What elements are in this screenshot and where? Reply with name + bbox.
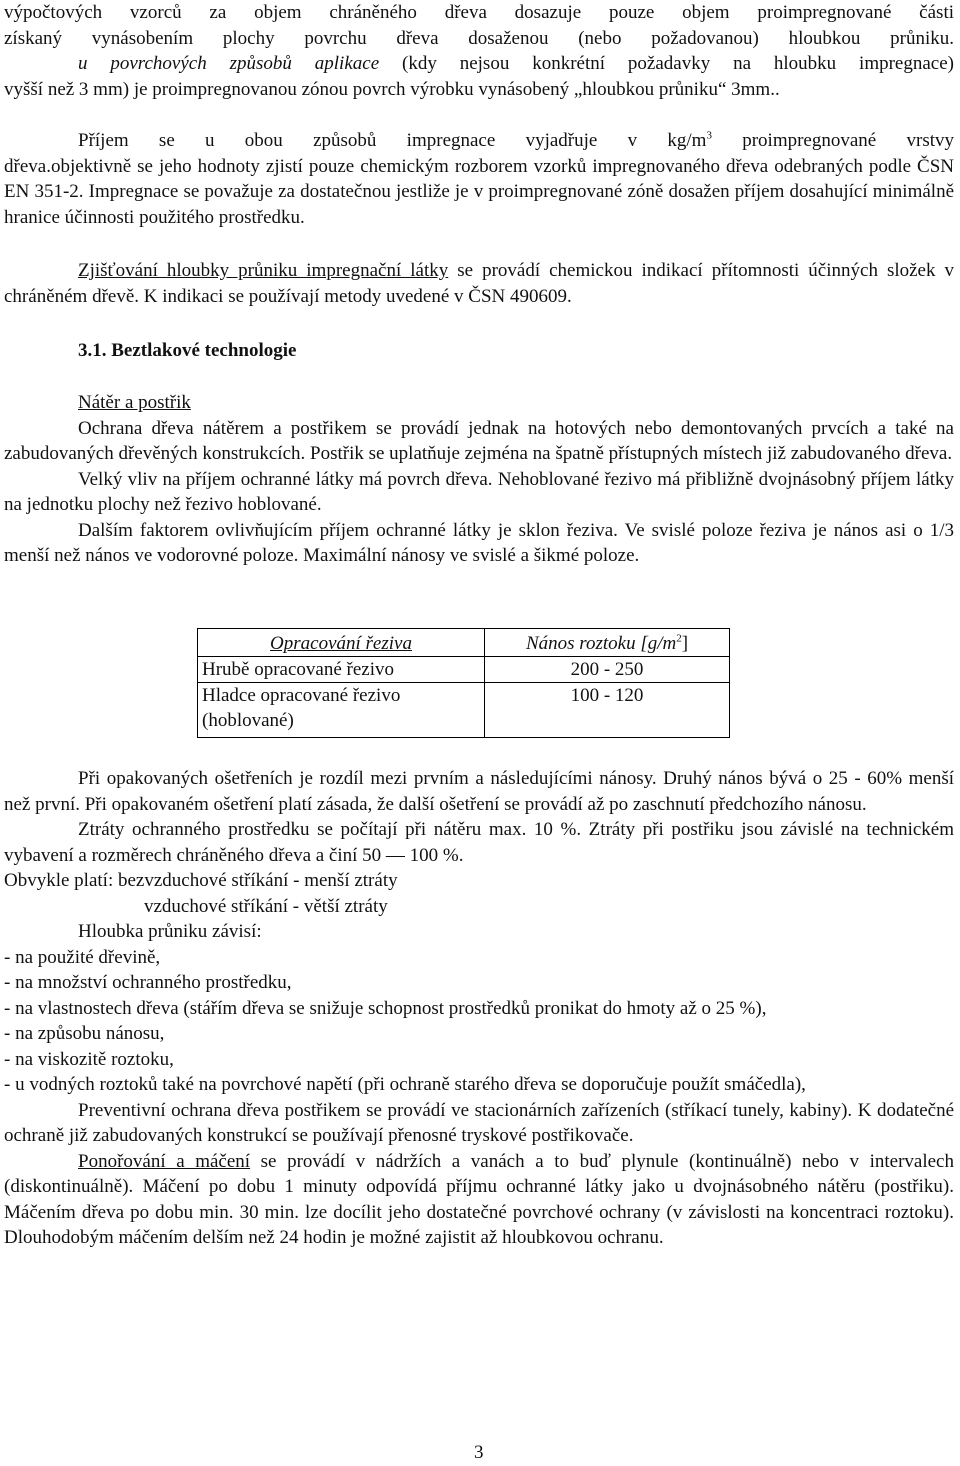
intro-line-2: získaný vynásobením plochy povrchu dřeva dosaženou (nebo požadovanou) hloubkou průniku.: [4, 27, 954, 49]
section-heading-block: [4, 338, 954, 364]
col1-header-text: Opracování řeziva: [270, 633, 412, 654]
natar-p1: Ochrana dřeva nátěrem a postřikem se provádí jednak na hotových nebo demontovaných prvcích a také na zabudovaných dřevěných konstrukcích. Postřik se uplatňuje zejména na špatně přístupných místech již zabudovaného dřeva.: [4, 417, 954, 464]
intro-line-3-rest: (kdy nejsou konkrétní požadavky na hloubku impregnace): [379, 53, 954, 74]
hloubka-rest: se provádí chemickou indikací přítomnosti účinných složek v chráněném dřevě. K indikaci se používají metody uvedené v ČSN 490609.: [4, 260, 954, 307]
ponor-underlined: Ponořování a máčení: [78, 1150, 251, 1172]
after-p2: Ztráty ochranného prostředku se počítají při nátěru max. 10 %. Ztráty při postřiku jsou závislé na technickém vybavení a rozměrech chráněného dřeva a činí 50 — 100 %.: [4, 819, 954, 866]
intro-line-3: [4, 51, 954, 77]
prijem-paragraph: [4, 128, 954, 230]
intro-line-1: výpočtových vzorců za objem chráněného dřeva dosazuje pouze objem proimpregnované části: [4, 2, 954, 23]
after-p1: Při opakovaných ošetřeních je rozdíl mezi prvním a následujícími nánosy. Druhý nános bývá o 25 - 60% menší než první. Při opakovaném ošetření platí zásada, že další ošetření se provádí až po zaschnutí předchozího nánosu.: [4, 768, 954, 815]
table-header-col1: [198, 629, 485, 657]
hloubka-paragraph: [4, 258, 954, 309]
natar-block: [4, 390, 954, 569]
hloubka-text: [4, 258, 954, 309]
col2-header-sup: 2: [676, 632, 682, 645]
intro-block: [4, 0, 954, 102]
coating-table: [197, 628, 730, 738]
table-cell-value: 200 - 250: [485, 657, 730, 683]
preventivni-paragraph: Preventivní ochrana dřeva postřikem se provádí ve stacionárních zařízeních (stříkací tunely, kabiny). K dodatečné ochraně již zabudovaných konstrukcí se používají přenosné tryskové postřikovače.: [4, 1099, 954, 1146]
list-item: - na množství ochranného prostředku,: [4, 972, 292, 993]
table-cell-name: Hladce opracované řezivo (hoblované): [198, 683, 485, 738]
table-header-col2: [485, 629, 730, 657]
after-table-block: [4, 766, 954, 1251]
col2-header-end: ]: [681, 633, 689, 654]
prijem-sup: 3: [706, 129, 712, 142]
natar-p2: Velký vliv na příjem ochranné látky má povrch dřeva. Nehoblované řezivo má přibližně dvojnásobný příjem látky na jednotku plochy než řezivo hoblované.: [4, 468, 954, 515]
list-item: - na způsobu nánosu,: [4, 1023, 165, 1044]
ponor-paragraph: [4, 1149, 954, 1251]
obvykle-line: Obvykle platí: bezvzduchové stříkání - menší ztráty: [4, 870, 398, 891]
table-row: [198, 657, 730, 683]
ponor-rest: se provádí v nádržích a vanách a to buď plynule (kontinuálně) nebo v intervalech (diskontinuálně). Máčení po dobu 1 minuty odpovídá příjmu ochranné látky jako u dvojnásobného nátěru (postřiku). Máčením dřeva po dobu min. 30 min. lze docílit jeho dostatečné povrchové ochrany (v závislosti na koncentraci roztoku). Dlouhodobým máčením delším než 24 hodin je možné zajistit až hloubkovou ochranu.: [4, 1150, 954, 1248]
prijem-first-line: [4, 128, 954, 154]
list-item-last: - u vodných roztoků také na povrchové napětí (při ochraně starého dřeva se doporučuje použít smáčedla),: [4, 1074, 806, 1095]
intro-line-4: vyšší než 3 mm) je proimpregnovanou zónou povrch výrobku vynásobený „hloubkou průniku“ 3mm..: [4, 78, 780, 100]
prijem-rest: dřeva.objektivně se jeho hodnoty zjistí pouze chemickým rozborem vzorků impregnovaného dřeva odebraných podle ČSN EN 351-2. Impregnace se považuje za dostatečnou jestliže je v proimpregnované zóně dosažen příjem dosahující minimálně hranice účinnosti použitého prostředku.: [4, 155, 954, 228]
intro-italic: u povrchových způsobů aplikace: [78, 53, 380, 74]
list-item: - na viskozitě roztoku,: [4, 1048, 174, 1070]
hloubka-zavisi: Hloubka průniku závisí:: [78, 921, 262, 942]
col2-header-text: Nános roztoku [g/m: [525, 633, 677, 654]
table-row: [198, 683, 730, 738]
section-title: 3.1. Beztlakové technologie: [78, 340, 297, 361]
natar-heading: Nátěr a postřik: [78, 392, 191, 413]
page-number: 3: [474, 1442, 484, 1463]
vzduch-line: vzduchové stříkání - větší ztráty: [144, 895, 388, 917]
list-item: - na vlastnostech dřeva (stářím dřeva se snižuje schopnost prostředků pronikat do hmoty až o 25 %),: [4, 997, 767, 1019]
natar-p3: Dalším faktorem ovlivňujícím příjem ochranné látky je sklon řeziva. Ve svislé poloze řeziva je nános asi o 1/3 menší než nános ve vodorovné poloze. Maximální nánosy ve svislé a šikmé poloze.: [4, 519, 954, 566]
prijem-text-a: Příjem se u obou způsobů impregnace vyjadřuje v kg/m: [78, 130, 707, 151]
table-header-row: [198, 629, 730, 657]
hloubka-underlined: Zjišťování hloubky průniku impregnační látky: [78, 260, 449, 281]
list-item: - na použité dřevině,: [4, 946, 161, 968]
table-cell-name: Hrubě opracované řezivo: [198, 657, 485, 683]
table-cell-value: 100 - 120: [485, 683, 730, 738]
prijem-text-b: proimpregnované vrstvy: [711, 130, 954, 151]
